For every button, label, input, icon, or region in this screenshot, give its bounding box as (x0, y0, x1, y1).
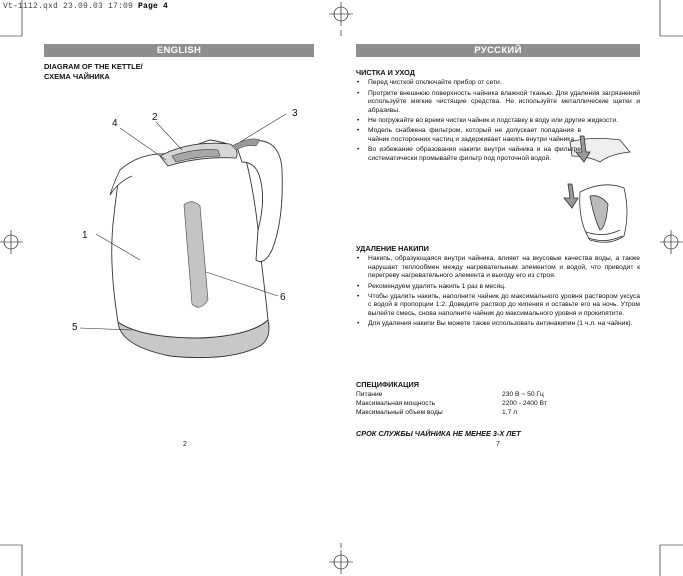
list-item: • Модель снабжена фильтром, который не допускает попадания в чайник посторонних частиц и задерживает накипь внутри чайника. (357, 127, 581, 143)
header-english (44, 44, 314, 57)
header-russian-label: РУССКИЙ (474, 45, 522, 56)
spec-row (356, 400, 656, 409)
cleaning-list (356, 79, 640, 163)
spec-label: Питание (356, 391, 383, 398)
file-slug-page: Page 4 (138, 2, 169, 11)
list-item: • Чтобы удалить накипь, наполните чайник до максимального уровня раствором уксуса с водой в пропорции 1:2. Доведите раствор до кипения и оставьте его на ночь. Утром вылейте смесь, снова наполните чайник до максимального уровня и прокипятите. (357, 293, 640, 317)
callout-3: 3 (292, 108, 298, 119)
list-item: • Не погружайте во время чистки чайник и подставку в воду или другие жидкости. (357, 117, 618, 125)
file-slug-text: Vt-1112.qxd 23.09.03 17:09 (3, 2, 134, 11)
callout-6: 6 (280, 292, 286, 303)
header-english-label: ENGLISH (156, 45, 202, 56)
list-item: • Для удаления накипи Вы можете также использовать антинакипин (1 ч.л. на чайник). (357, 320, 633, 328)
diagram-title (44, 62, 143, 82)
header-russian (356, 44, 640, 57)
list-item: • Накипь, образующаяся внутри чайника, влияет на вкусовые качества воды, а также нарушает теплообмен между нагревательным элементом и водой, что приводит к перегреву нагревательного элемента и выходу его из строя. (357, 255, 640, 280)
descaling-list (356, 255, 640, 328)
spec-row (356, 409, 656, 418)
spec-value: 2200 - 2400 Вт (502, 400, 547, 407)
list-item: • Перед чисткой отключайте прибор от сети. (357, 79, 502, 87)
callout-1: 1 (82, 230, 88, 241)
spec-title: СПЕЦИФИКАЦИЯ (356, 380, 419, 389)
callout-4: 4 (112, 118, 118, 129)
callout-5: 5 (72, 322, 78, 333)
list-item: • Рекомендуем удалять накипь 1 раз в месяц. (357, 282, 506, 290)
list-item: • Протрите внешнюю поверхность чайника влажной тканью. Для удаления загрязнений используйте мягкие чистящие средства. Не используйте металлические щетки и абразивы. (357, 89, 640, 114)
spec-value: 1,7 л (502, 409, 518, 416)
spec-row (356, 391, 656, 400)
spec-label: Максимальный объем воды (356, 409, 443, 416)
list-item: • Во избежание образования накипи внутри чайника и на фильтре систематически промывайте фильтр под проточной водой. (357, 146, 581, 162)
spec-value: 230 В ~ 50 Гц (502, 391, 544, 398)
kettle-diagram (60, 100, 320, 370)
diagram-title-line2: СХЕМА ЧАЙНИКА (44, 72, 110, 81)
page-number-left: 2 (183, 441, 187, 448)
descaling-section (356, 245, 640, 331)
cleaning-title: ЧИСТКА И УХОД (356, 68, 415, 77)
descaling-title: УДАЛЕНИЕ НАКИПИ (356, 244, 429, 253)
service-life: СРОК СЛУЖБЫ ЧАЙНИКА НЕ МЕНЕЕ 3-Х ЛЕТ (356, 429, 521, 438)
callout-2: 2 (152, 112, 158, 123)
page-number-right: 7 (496, 441, 500, 448)
diagram-title-line1: DIAGRAM OF THE KETTLE/ (44, 62, 143, 71)
cleaning-section (356, 69, 640, 165)
spec-label: Максимальная мощность (356, 400, 436, 407)
